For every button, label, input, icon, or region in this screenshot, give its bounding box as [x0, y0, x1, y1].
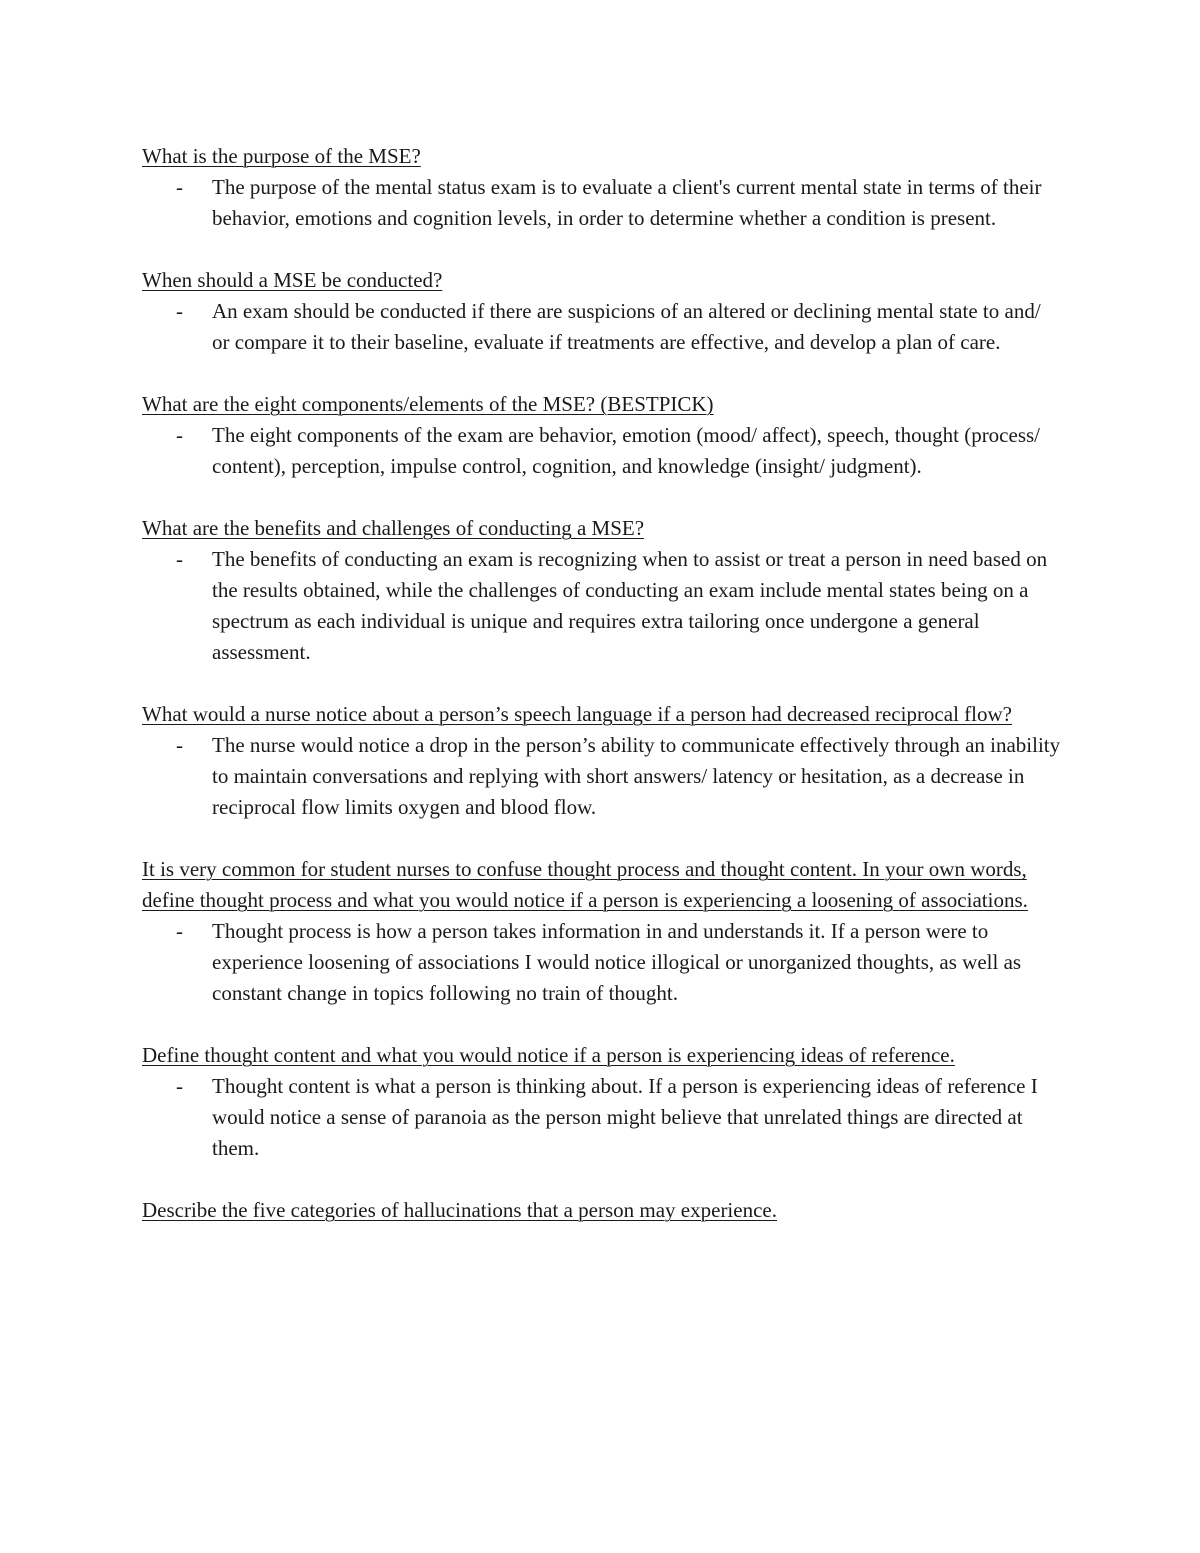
- qa-section-reciprocal-flow: [142, 699, 1062, 823]
- answer-item: [142, 296, 1062, 358]
- answer-item: [142, 1071, 1062, 1164]
- question-heading: What would a nurse notice about a person’s speech language if a person had decreased reciprocal flow?: [142, 702, 1012, 726]
- bullet-dash: -: [176, 547, 183, 571]
- answer-text: An exam should be conducted if there are suspicions of an altered or declining mental state to and/ or compare it to their baseline, evaluate if treatments are effective, and develop a plan of care.: [212, 299, 1041, 354]
- qa-section-when: [142, 265, 1062, 358]
- bullet-dash: -: [176, 1074, 183, 1098]
- answer-item: [142, 730, 1062, 823]
- answer-text: The nurse would notice a drop in the person’s ability to communicate effectively through an inability to maintain conversations and replying with short answers/ latency or hesitation, as a decrease in reciprocal flow limits oxygen and blood flow.: [212, 733, 1061, 819]
- answer-item: [142, 916, 1062, 1009]
- qa-section-thought-content: [142, 1040, 1062, 1164]
- question-heading: Define thought content and what you would notice if a person is experiencing ideas of reference.: [142, 1043, 955, 1067]
- question-heading: What are the benefits and challenges of conducting a MSE?: [142, 516, 645, 540]
- question-heading: What are the eight components/elements of the MSE? (BESTPICK): [142, 392, 714, 416]
- answer-item: [142, 544, 1062, 668]
- bullet-dash: -: [176, 733, 183, 757]
- bullet-dash: -: [176, 423, 183, 447]
- question-heading: When should a MSE be conducted?: [142, 268, 443, 292]
- answer-text: The eight components of the exam are behavior, emotion (mood/ affect), speech, thought (process/ content), perception, impulse control, cognition, and knowledge (insight/ judgment).: [212, 423, 1041, 478]
- bullet-dash: -: [176, 299, 183, 323]
- qa-section-thought-process: [142, 854, 1062, 1009]
- qa-section-hallucinations: [142, 1195, 1062, 1226]
- answer-text: Thought content is what a person is thinking about. If a person is experiencing ideas of reference I would notice a sense of paranoia as the person might believe that unrelated things are directed at them.: [212, 1074, 1038, 1160]
- document-body: [142, 141, 1062, 1257]
- question-heading: Describe the five categories of hallucinations that a person may experience.: [142, 1198, 777, 1222]
- answer-text: Thought process is how a person takes information in and understands it. If a person were to experience loosening of associations I would notice illogical or unorganized thoughts, as well as constant change in topics following no train of thought.: [212, 919, 1022, 1005]
- answer-text: The benefits of conducting an exam is recognizing when to assist or treat a person in need based on the results obtained, while the challenges of conducting an exam include mental states being on a spectrum as each individual is unique and requires extra tailoring once undergone a general assessment.: [212, 547, 1048, 664]
- answer-item: [142, 172, 1062, 234]
- answer-text: The purpose of the mental status exam is to evaluate a client's current mental state in terms of their behavior, emotions and cognition levels, in order to determine whether a condition is present.: [212, 175, 1042, 230]
- bullet-dash: -: [176, 919, 183, 943]
- answer-item: [142, 420, 1062, 482]
- question-heading: What is the purpose of the MSE?: [142, 144, 421, 168]
- question-heading: It is very common for student nurses to confuse thought process and thought content. In your own words, define thought process and what you would notice if a person is experiencing a loosening of associations.: [142, 857, 1028, 912]
- qa-section-benefits: [142, 513, 1062, 668]
- qa-section-purpose: [142, 141, 1062, 234]
- qa-section-components: [142, 389, 1062, 482]
- bullet-dash: -: [176, 175, 183, 199]
